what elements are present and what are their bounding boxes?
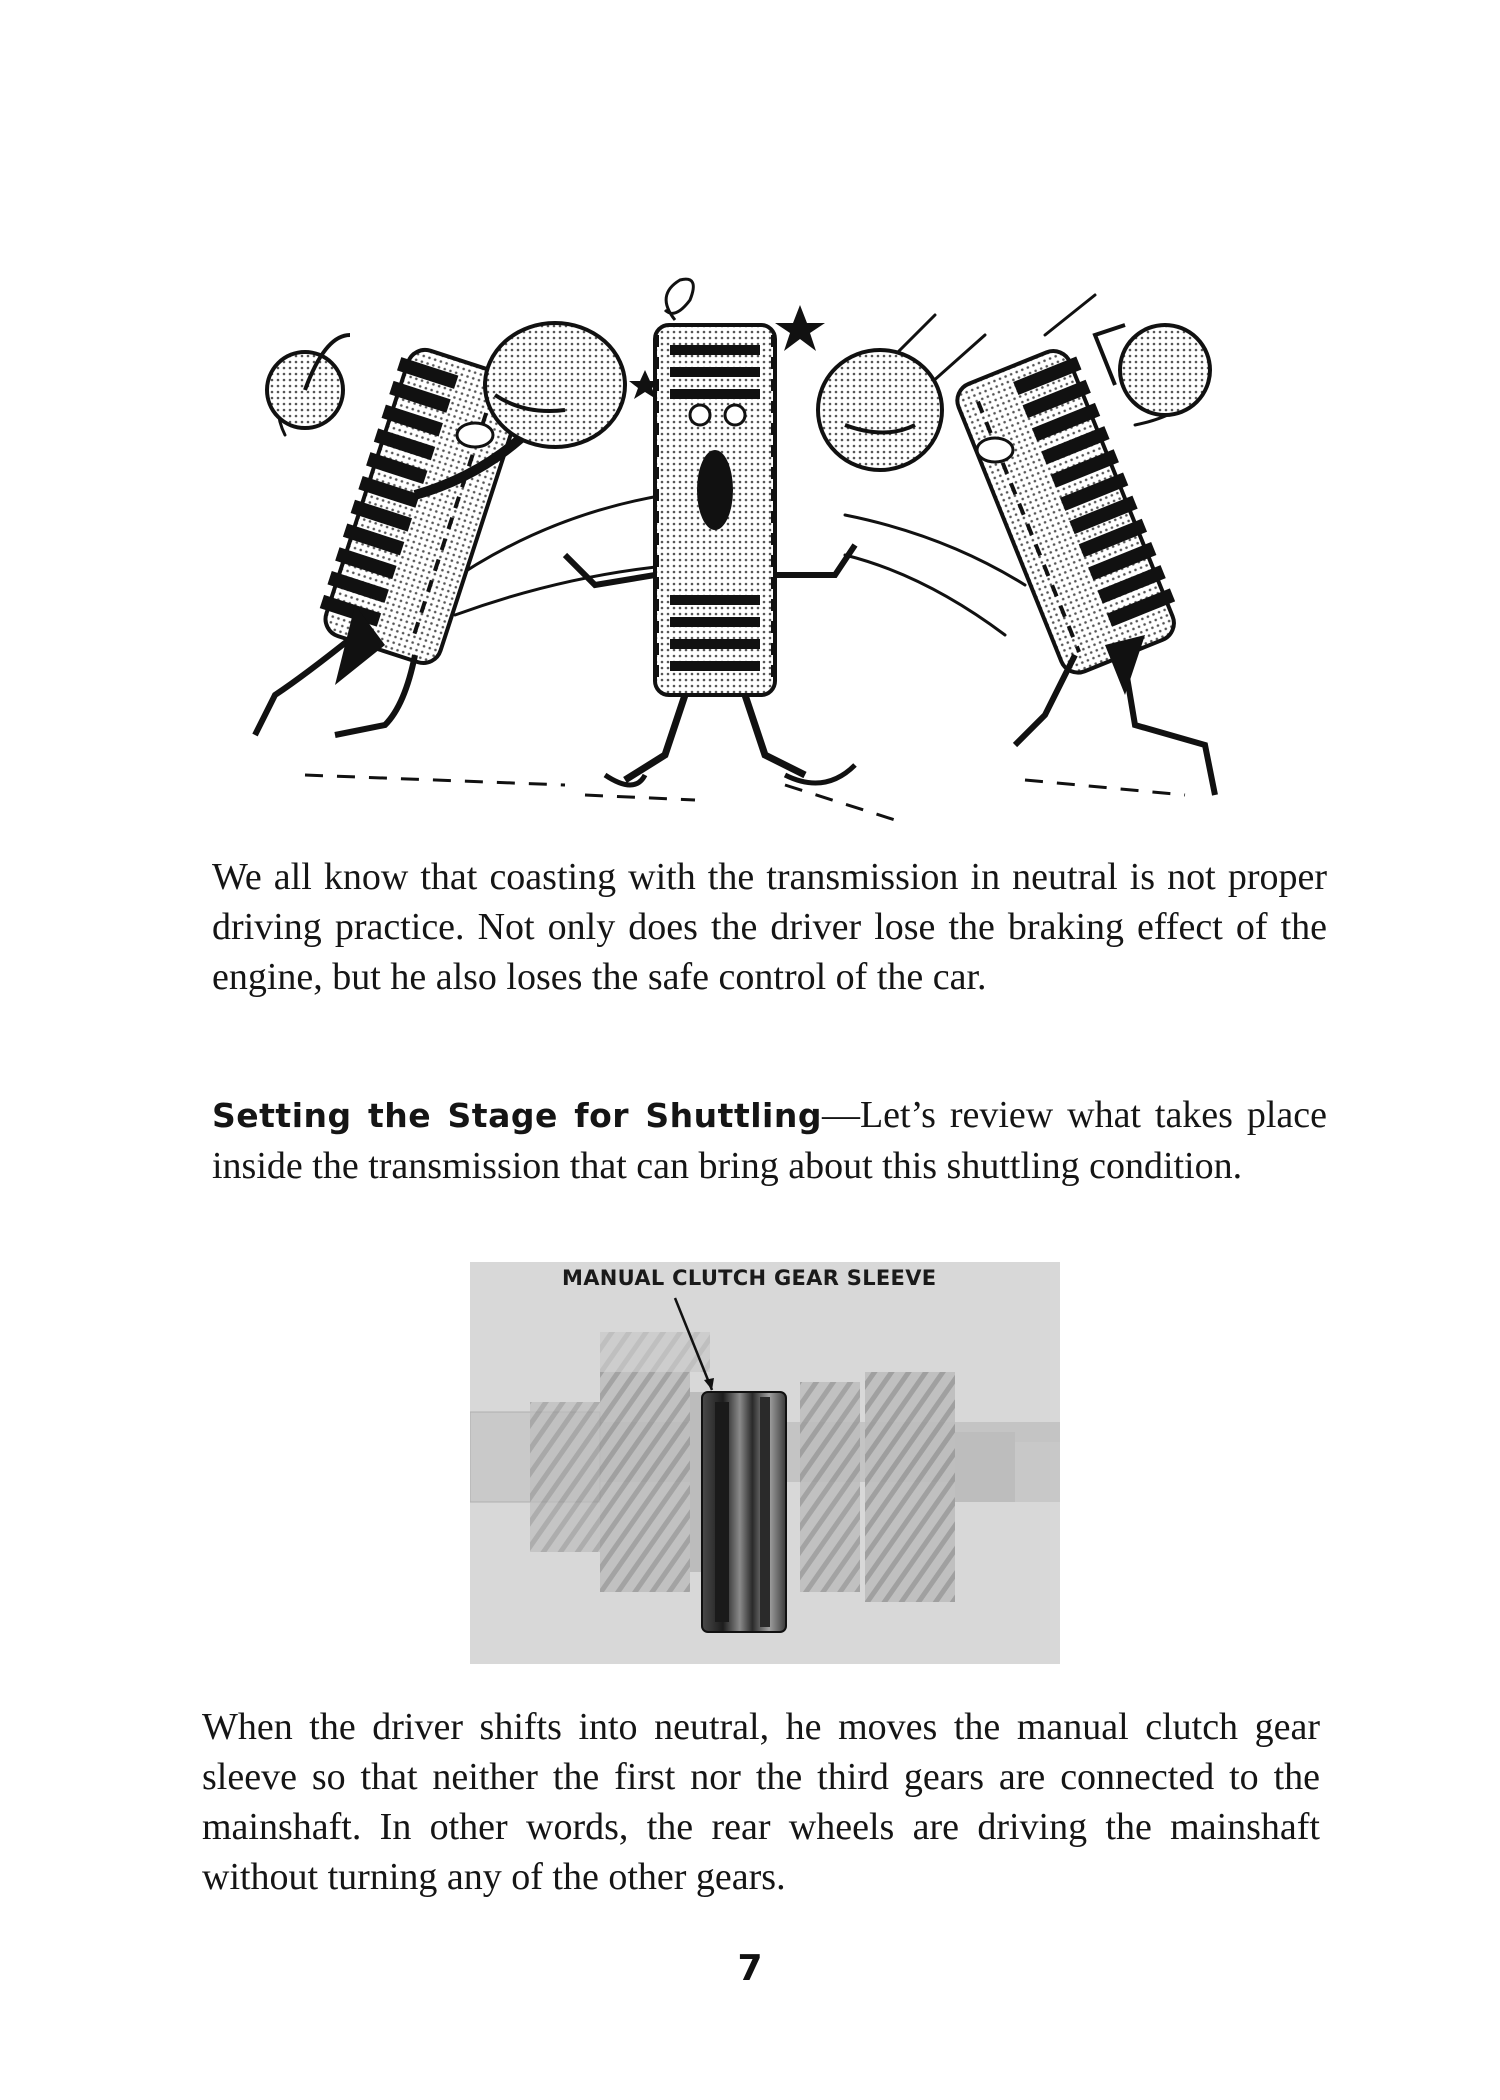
paragraph-neutral-shift: When the driver shifts into neutral, he moves the manual clutch gear sleeve so that neither the first nor the third gears are connected to the mainshaft. In other words, the rear wheels are driving the mainshaft without turning any of the other gears. — [202, 1706, 1320, 1898]
dizzy-swirl-icon — [665, 279, 693, 320]
paragraph-setting-stage-body: —Let’s review what takes place inside the transmission that can bring about this shuttling condition. — [212, 1094, 1328, 1187]
page-number: 7 — [737, 1948, 763, 1989]
transmission-gears-image — [470, 1262, 1060, 1664]
left-boxing-glove — [485, 323, 625, 447]
star-icon — [775, 305, 825, 351]
boxing-gears-cartoon — [245, 275, 1285, 835]
transmission-photo — [470, 1262, 1060, 1664]
section-heading-setting-stage: Setting the Stage for Shuttling — [212, 1096, 822, 1135]
photo-label-manual-clutch-gear-sleeve: MANUAL CLUTCH GEAR SLEEVE — [562, 1266, 937, 1290]
right-gear-character — [952, 325, 1215, 795]
paragraph-setting-stage — [212, 1090, 1327, 1191]
ground-dashes — [305, 775, 1185, 820]
right-boxing-glove — [818, 350, 942, 470]
paragraph-coasting: We all know that coasting with the transmission in neutral is not proper driving practice. Not only does the driver lose the braking effect of the engine, but he also loses the safe control of the car. — [212, 856, 1327, 998]
